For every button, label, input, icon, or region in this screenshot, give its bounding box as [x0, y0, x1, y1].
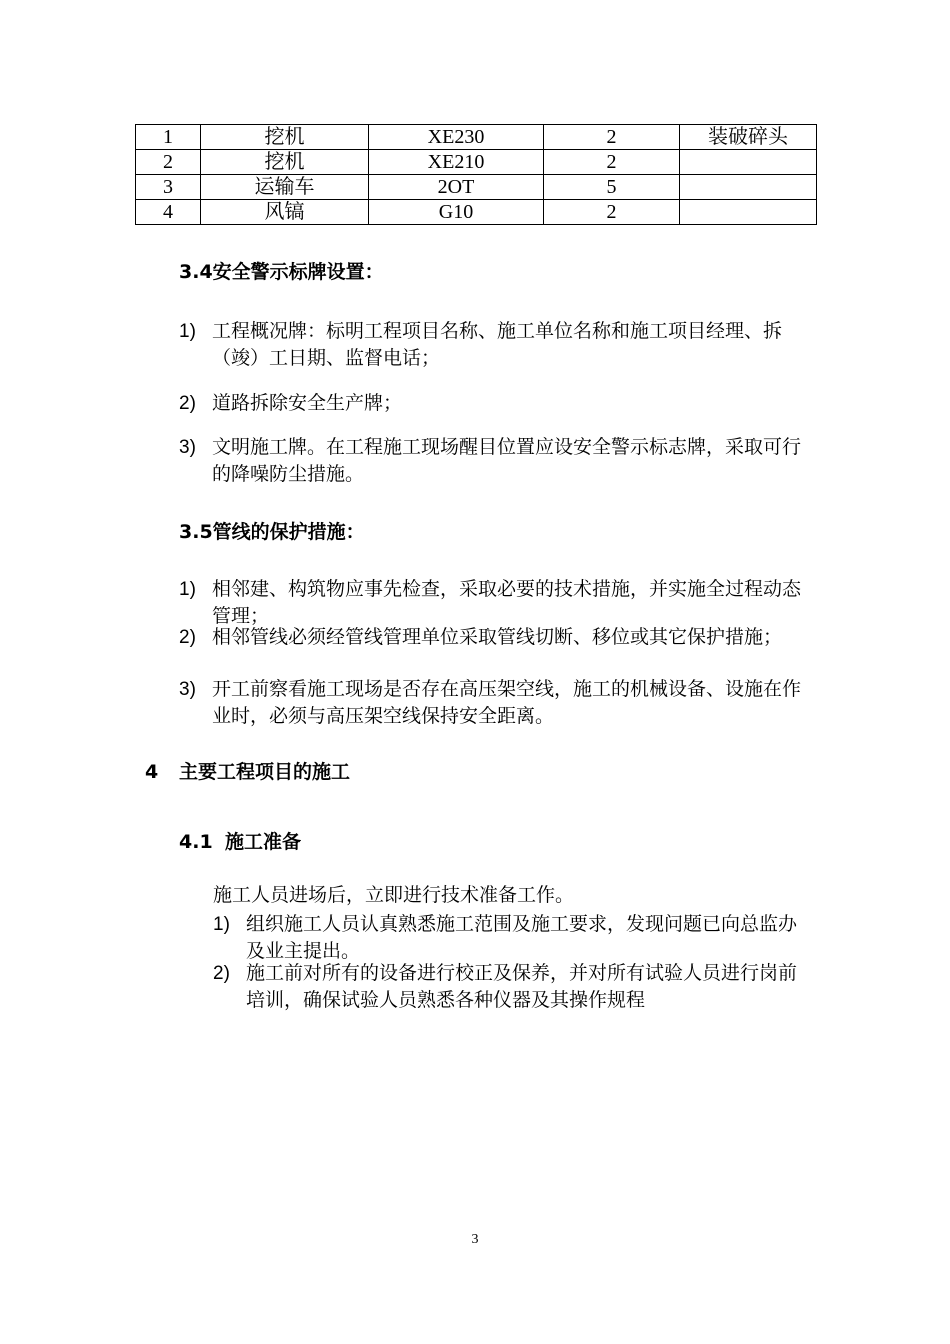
list-text: 组织施工人员认真熟悉施工范围及施工要求，发现问题已向总监办及业主提出。 [246, 913, 798, 962]
section-heading-3-4 [179, 258, 384, 286]
list-marker: 1) [179, 321, 196, 342]
cell-qty: 2 [544, 125, 680, 150]
list-marker: 3) [179, 679, 196, 700]
section-number: 3.4 [179, 261, 213, 283]
cell-no: 3 [136, 175, 201, 200]
section-number: 4 [145, 761, 159, 783]
cell-note [680, 150, 817, 175]
list-marker: 1) [179, 579, 196, 600]
section-heading-3-5 [179, 518, 365, 546]
section-number: 4.1 [179, 831, 213, 853]
section-title: 安全警示标牌设置： [212, 261, 384, 283]
list-text: 施工前对所有的设备进行校正及保养，并对所有试验人员进行岗前培训，确保试验人员熟悉各种仪器及其操作规程 [246, 962, 798, 1011]
cell-no: 2 [136, 150, 201, 175]
section-title: 管线的保护措施： [212, 521, 365, 543]
cell-model: 2OT [369, 175, 544, 200]
cell-name: 风镐 [201, 200, 369, 225]
list-text: 工程概况牌：标明工程项目名称、施工单位名称和施工项目经理、拆（竣）工日期、监督电话； [212, 320, 783, 369]
list-text: 道路拆除安全生产牌； [212, 392, 403, 414]
list-item [179, 434, 819, 488]
cell-model: XE230 [369, 125, 544, 150]
section-title: 主要工程项目的施工 [179, 761, 351, 783]
list-item [179, 318, 819, 372]
list-item [179, 676, 819, 730]
list-item [179, 390, 819, 417]
list-marker: 2) [179, 393, 196, 414]
intro-paragraph: 施工人员进场后，立即进行技术准备工作。 [213, 884, 575, 906]
section-heading-4-1 [179, 828, 301, 856]
list-text: 开工前察看施工现场是否存在高压架空线，施工的机械设备、设施在作业时，必须与高压架空线保持安全距离。 [212, 678, 802, 727]
list-text: 文明施工牌。在工程施工现场醒目位置应设安全警示标志牌，采取可行的降噪防尘措施。 [212, 436, 802, 485]
cell-qty: 2 [544, 200, 680, 225]
list-text: 相邻建、构筑物应事先检查，采取必要的技术措施，并实施全过程动态管理； [212, 578, 802, 627]
cell-name: 挖机 [201, 150, 369, 175]
table-row [136, 175, 817, 200]
section-heading-4 [145, 758, 350, 786]
list-item [213, 960, 813, 1014]
cell-name: 挖机 [201, 125, 369, 150]
section-title: 施工准备 [225, 831, 302, 853]
list-item [179, 576, 819, 630]
table-row [136, 125, 817, 150]
cell-model: XE210 [369, 150, 544, 175]
cell-qty: 2 [544, 150, 680, 175]
cell-note: 装破碎头 [680, 125, 817, 150]
equipment-table [135, 124, 817, 225]
list-item [179, 624, 819, 651]
list-marker: 1) [213, 914, 230, 935]
cell-model: G10 [369, 200, 544, 225]
section-number: 3.5 [179, 521, 213, 543]
list-marker: 2) [213, 963, 230, 984]
list-marker: 3) [179, 437, 196, 458]
cell-note [680, 175, 817, 200]
cell-no: 1 [136, 125, 201, 150]
cell-note [680, 200, 817, 225]
cell-no: 4 [136, 200, 201, 225]
cell-name: 运输车 [201, 175, 369, 200]
list-item [213, 911, 813, 965]
page-number: 3 [471, 1232, 479, 1247]
list-text: 相邻管线必须经管线管理单位采取管线切断、移位或其它保护措施； [212, 626, 783, 648]
cell-qty: 5 [544, 175, 680, 200]
list-marker: 2) [179, 627, 196, 648]
table-row [136, 200, 817, 225]
table-row [136, 150, 817, 175]
